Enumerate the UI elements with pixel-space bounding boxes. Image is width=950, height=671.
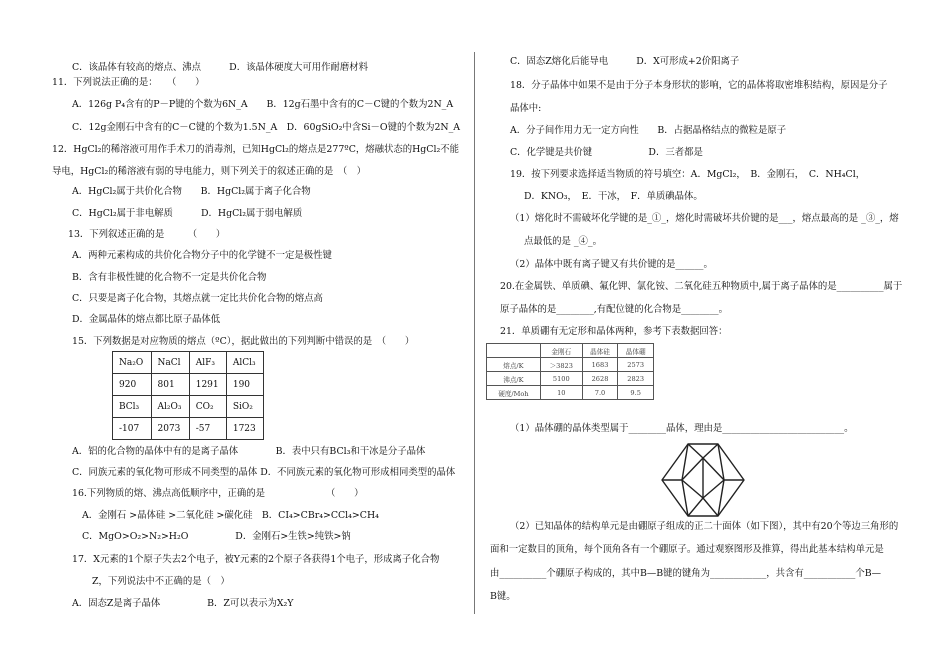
table-row: [113, 374, 264, 396]
q11-options-cd: C．12g金刚石中含有的C－C键的个数为1.5N_A D．60gSiO₂中含Si－O键的个数为2N_A: [72, 122, 461, 133]
q16-options-cd: C．MgO>O₂>N₂>H₂O D．金刚石>生铁>纯铁>钠: [82, 531, 351, 542]
q21-part2-line2: 面和一定数目的顶角，每个顶角各有一个硼原子。通过观察图形及推算，得出此基本结构单元是: [490, 544, 884, 555]
table-cell: ＞3823: [540, 358, 582, 372]
q10-options-cd: C．该晶体有较高的熔点、沸点 D．该晶体硬度大可用作耐磨材料: [72, 62, 368, 73]
table-cell: SiO₂: [226, 396, 263, 418]
q11-stem: 11．下列说法正确的是： （ ）: [52, 77, 205, 88]
q16-stem: 16.下列物质的熔、沸点高低顺序中，正确的是 （ ）: [72, 488, 364, 499]
q15-options-cd: C．同族元素的氧化物可形成不同类型的晶体 D．不同族元素的氧化物可形成相同类型的晶体: [72, 467, 456, 478]
table-cell: 1683: [582, 358, 618, 372]
table-cell: 5100: [540, 372, 582, 386]
table-cell: AlF₃: [189, 352, 226, 374]
q17-options-cd: C．固态Z熔化后能导电 D．X可形成+2价阳离子: [510, 56, 740, 67]
table-cell: 2573: [618, 358, 654, 372]
q21-boron-data-table: [486, 343, 654, 400]
table-cell: 2823: [618, 372, 654, 386]
q21-part2-line3: 由__________个硼原子构成的，其中B—B键的键角为____________，共含有___________个B—: [490, 568, 881, 579]
q20-line1: 20.在金属铁、单质碘、氟化钾、氯化铵、二氧化硅五种物质中,属于离子晶体的是__________属于: [500, 281, 903, 292]
table-row: [113, 352, 264, 374]
q12-stem-line1: 12．HgCl₂的稀溶液可用作手术刀的消毒剂，已知HgCl₂的熔点是277ºC，熔融状态的HgCl₂不能: [52, 144, 459, 155]
table-row: [487, 344, 654, 358]
table-cell: [487, 344, 541, 358]
table-cell: Al₂O₃: [151, 396, 189, 418]
q15-options-ab: A．铝的化合物的晶体中有的是离子晶体 B．表中只有BCl₃和干冰是分子晶体: [72, 446, 426, 457]
table-cell: 10: [540, 386, 582, 400]
table-cell: AlCl₃: [226, 352, 263, 374]
q15-stem: 15．下列数据是对应物质的熔点（ºC），据此做出的下列判断中错误的是 （ ）: [72, 336, 415, 347]
q21-part2-line4: B键。: [490, 591, 516, 602]
table-cell: -57: [189, 418, 226, 440]
q17-stem-line2: Z，下列说法中不正确的是（ ）: [92, 576, 230, 587]
q17-options-ab: A．固态Z是离子晶体 B．Z可以表示为X₂Y: [72, 598, 294, 609]
table-cell: Na₂O: [113, 352, 152, 374]
column-divider: [474, 52, 475, 614]
q13-option-b: B．含有非极性键的化合物不一定是共价化合物: [72, 272, 267, 283]
icosahedron-figure: [658, 440, 748, 520]
q19-part2: （2）晶体中既有离子键又有共价键的是______。: [510, 259, 713, 270]
q12-stem-line2: 导电，HgCl₂的稀溶液有弱的导电能力，则下列关于的叙述正确的是 （ ）: [52, 166, 367, 177]
q13-stem: 13．下列叙述正确的是 （ ）: [68, 229, 226, 240]
table-cell: 晶体硼: [618, 344, 654, 358]
q18-stem-line2: 晶体中:: [510, 103, 542, 114]
q18-options-ab: A．分子间作用力无一定方向性 B．占据晶格结点的微粒是原子: [510, 125, 787, 136]
table-cell: 7.0: [582, 386, 618, 400]
table-cell: 晶体硅: [582, 344, 618, 358]
table-cell: 9.5: [618, 386, 654, 400]
table-cell: 硬度/Moh: [487, 386, 541, 400]
q21-part1: （1）晶体硼的晶体类型属于________晶体，理由是__________________________。: [510, 423, 854, 434]
table-cell: -107: [113, 418, 152, 440]
table-cell: 2628: [582, 372, 618, 386]
q18-stem-line1: 18．分子晶体中如果不是由于分子本身形状的影响，它的晶体将取密堆积结构，原因是分子: [510, 80, 888, 91]
q17-stem-line1: 17．X元素的1个原子失去2个电子，被Y元素的2个原子各获得1个电子，形成离子化合物: [72, 554, 440, 565]
q18-options-cd: C．化学键是共价键 D．三者都是: [510, 147, 703, 158]
table-cell: 1723: [226, 418, 263, 440]
table-cell: 801: [151, 374, 189, 396]
table-cell: 1291: [189, 374, 226, 396]
table-cell: 920: [113, 374, 152, 396]
q13-option-a: A．两种元素构成的共价化合物分子中的化学键不一定是极性键: [72, 250, 332, 261]
table-row: [487, 358, 654, 372]
table-cell: 沸点/K: [487, 372, 541, 386]
table-cell: 190: [226, 374, 263, 396]
table-row: [113, 418, 264, 440]
q16-options-ab: A．金刚石 >晶体硅 >二氧化硅 >碳化硅 B．CI₄>CBr₄>CCl₄>CH₄: [82, 510, 379, 521]
table-cell: 金刚石: [540, 344, 582, 358]
table-cell: BCl₃: [113, 396, 152, 418]
q19-options: D．KNO₃， E．干冰， F．单质碘晶体。: [524, 191, 703, 202]
q13-option-c: C．只要是离子化合物，其熔点就一定比共价化合物的熔点高: [72, 293, 323, 304]
q20-line2: 原子晶体的是________,有配位键的化合物是________。: [500, 304, 728, 315]
table-cell: 2073: [151, 418, 189, 440]
table-cell: NaCl: [151, 352, 189, 374]
q19-stem: 19．按下列要求选择适当物质的符号填空：A．MgCl₂， B．金刚石， C．NH₄Cl，: [510, 169, 866, 180]
q13-option-d: D．金属晶体的熔点都比原子晶体低: [72, 314, 221, 325]
table-cell: 熔点/K: [487, 358, 541, 372]
q21-stem: 21．单质硼有无定形和晶体两种，参考下表数据回答：: [500, 326, 728, 337]
q19-part1-line1: （1）熔化时不需破坏化学键的是_①_，熔化时需破坏共价键的是___，熔点最高的是 _③_，熔: [510, 213, 899, 224]
q19-part1-line2: 点最低的是 _④_。: [524, 236, 602, 247]
table-row: [487, 386, 654, 400]
q12-options-ab: A．HgCl₂属于共价化合物 B．HgCl₂属于离子化合物: [72, 186, 311, 197]
q11-options-ab: A．126g P₄含有的P－P键的个数为6N_A B．12g石墨中含有的C－C键的个数为2N_A: [72, 99, 454, 110]
q21-part2-line1: （2）已知晶体的结构单元是由硼原子组成的正二十面体（如下图），其中有20个等边三角形的: [510, 521, 899, 532]
q12-options-cd: C．HgCl₂属于非电解质 D．HgCl₂属于弱电解质: [72, 208, 303, 219]
table-cell: CO₂: [189, 396, 226, 418]
table-row: [487, 372, 654, 386]
table-row: [113, 396, 264, 418]
q15-melting-point-table: [112, 351, 264, 440]
